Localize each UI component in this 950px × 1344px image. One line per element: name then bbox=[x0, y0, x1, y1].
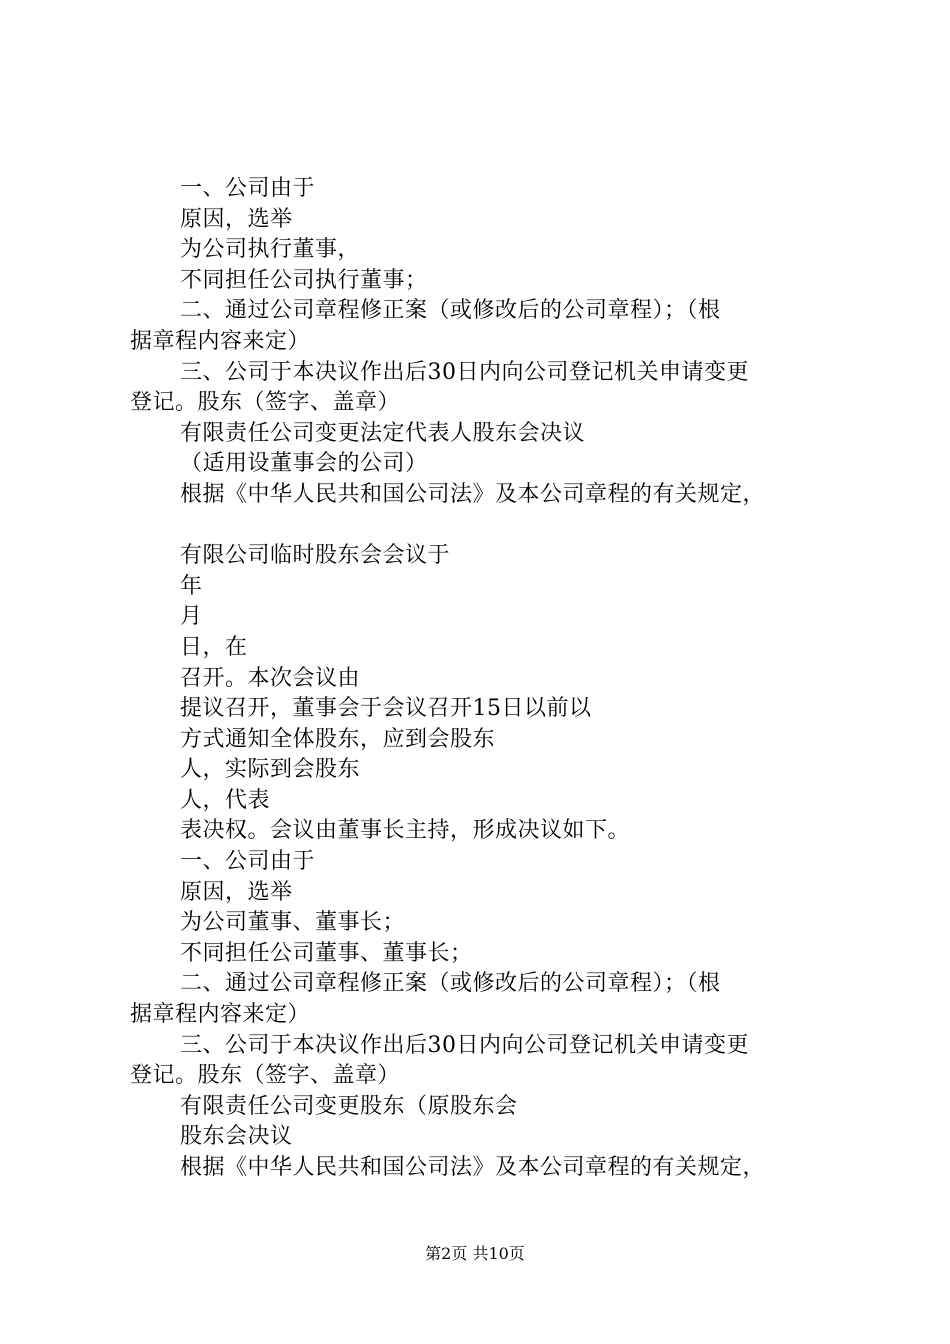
text-line: 三、公司于本决议作出后30日内向公司登记机关申请变更 bbox=[180, 359, 749, 385]
text-line: 召开。本次会议由 bbox=[180, 665, 361, 691]
page-footer bbox=[0, 1244, 950, 1264]
text-line: 原因，选举 bbox=[180, 206, 293, 232]
text-line: 有限责任公司变更股东（原股东会 bbox=[180, 1093, 518, 1119]
text-line: 方式通知全体股东，应到会股东 bbox=[180, 726, 496, 752]
blank-line bbox=[130, 511, 840, 542]
text-line: 据章程内容来定） bbox=[130, 1002, 311, 1028]
text-line: 为公司董事、董事长； bbox=[180, 910, 406, 936]
text-line: 有限责任公司变更法定代表人股东会决议 bbox=[180, 420, 586, 446]
text-line: 表决权。会议由董事长主持，形成决议如下。 bbox=[180, 818, 631, 844]
document-body bbox=[130, 174, 840, 1184]
text-line: 不同担任公司执行董事； bbox=[180, 267, 428, 293]
text-line: 根据《中华人民共和国公司法》及本公司章程的有关规定， bbox=[180, 481, 766, 507]
text-line: 登记。股东（签字、盖章） bbox=[130, 1063, 401, 1089]
text-line: 年 bbox=[180, 573, 203, 599]
text-line: 为公司执行董事， bbox=[180, 237, 361, 263]
text-line: 有限公司临时股东会会议于 bbox=[180, 543, 451, 569]
page-indicator: 第2页 共10页 bbox=[425, 1244, 525, 1263]
text-line: 不同担任公司董事、董事长； bbox=[180, 940, 473, 966]
text-line: 股东会决议 bbox=[180, 1124, 293, 1150]
text-line: 人，实际到会股东 bbox=[180, 757, 361, 783]
text-line: （适用设董事会的公司） bbox=[180, 451, 428, 477]
text-line: 人，代表 bbox=[180, 787, 271, 813]
text-line: 二、通过公司章程修正案（或修改后的公司章程）；（根 bbox=[180, 971, 721, 997]
text-line: 二、通过公司章程修正案（或修改后的公司章程）；（根 bbox=[180, 298, 721, 324]
text-line: 根据《中华人民共和国公司法》及本公司章程的有关规定， bbox=[180, 1155, 766, 1180]
text-line: 登记。股东（签字、盖章） bbox=[130, 390, 401, 416]
text-line: 三、公司于本决议作出后30日内向公司登记机关申请变更 bbox=[180, 1032, 749, 1058]
text-line: 月 bbox=[180, 604, 203, 630]
text-line: 一、公司由于 bbox=[180, 849, 316, 875]
text-line: 原因，选举 bbox=[180, 879, 293, 905]
text-line: 提议召开，董事会于会议召开15日以前以 bbox=[180, 696, 592, 722]
text-line: 一、公司由于 bbox=[180, 176, 316, 201]
text-line: 日，在 bbox=[180, 634, 248, 660]
text-line: 据章程内容来定） bbox=[130, 328, 311, 354]
